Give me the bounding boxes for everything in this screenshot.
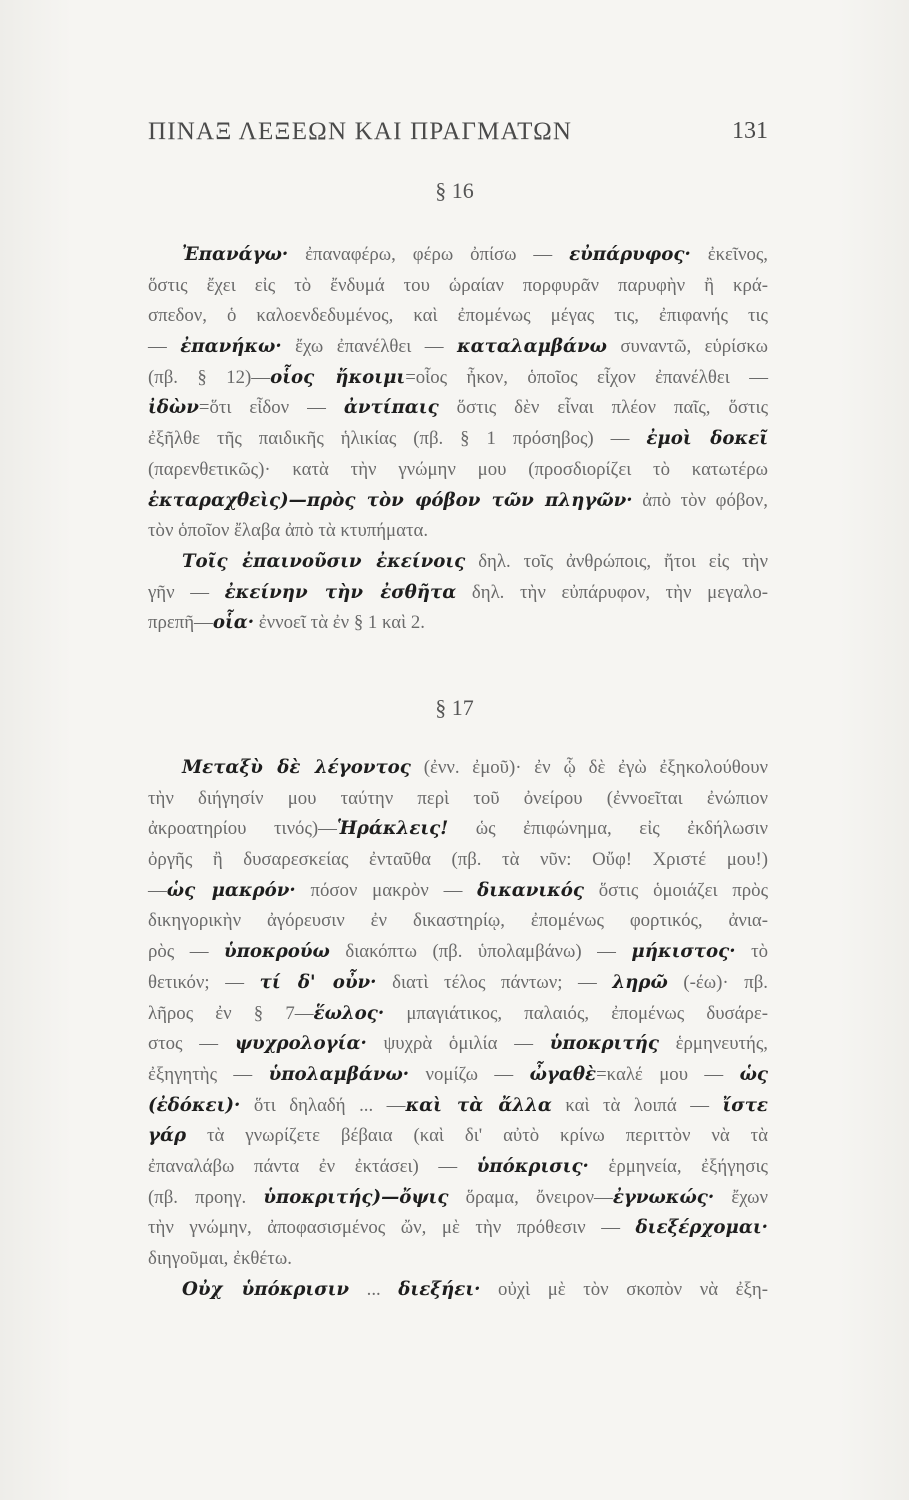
text-line — [148, 1213, 768, 1244]
gloss-text: σπεδον, ὁ καλοενδεδυμένος, καὶ ἐπομένως μέγας τις, ἐπιφανής τις — [148, 305, 768, 327]
text-line — [148, 784, 768, 815]
gloss-text: ἀκροατηρίου τινός)— — [148, 818, 337, 840]
gloss-text: ὅστις ὁμοιάζει πρὸς — [583, 879, 769, 901]
gloss-text: =ὅτι εἶδον — — [198, 397, 344, 419]
gloss-text: ἔχων — [714, 1186, 768, 1208]
headword: οἷα· — [212, 612, 255, 634]
headword: οἷος ἤκοιμι — [270, 366, 406, 388]
gloss-text: ἔχω ἐπανέλθει — — [281, 336, 457, 358]
gloss-text: τὰ γνωρίζετε βέβαια (καὶ δι' αὐτὸ κρίνω περιττὸν νὰ τὰ — [186, 1125, 768, 1147]
text-line — [148, 999, 768, 1030]
gloss-text: δικηγορικὴν ἀγόρευσιν ἐν δικαστηρίῳ, ἐπομένως φορτικός, ἀνια- — [148, 910, 768, 932]
gloss-text: ὅστις ἔχει εἰς τὸ ἔνδυμά του ὡραίαν πορφυρᾶν παρυφὴν ἢ κρά- — [148, 274, 768, 296]
gloss-text: πόσον μακρὸν — — [295, 879, 478, 901]
headword: δικανικός — [477, 879, 584, 901]
headword: ὦγαθὲ — [529, 1063, 597, 1085]
gloss-text: (-έω)· πβ. — [667, 971, 769, 993]
gloss-text: ἐξῆλθε τῆς παιδικῆς ἡλικίας (πβ. § 1 πρόσηβος) — — [148, 428, 647, 450]
text-line — [148, 968, 768, 999]
gloss-text: στος — — [148, 1033, 235, 1055]
headword: Μεταξὺ δὲ λέγοντος — [182, 757, 411, 778]
text-line — [148, 1244, 768, 1275]
text-line — [148, 1152, 768, 1183]
gloss-text: ἐκεῖνος, — [690, 244, 768, 265]
headword: Ἐπανάγω· — [182, 244, 289, 265]
headword: Οὐχ ὑπόκρισιν — [182, 1278, 350, 1300]
gloss-text: ἑρμηνεία, ἐξήγησις — [588, 1155, 768, 1177]
text-line — [148, 753, 768, 784]
text-line — [148, 1183, 768, 1214]
gloss-text: συναντῶ, εὑρίσκω — [606, 336, 768, 358]
gloss-text: (πβ. § 12)— — [148, 366, 271, 388]
gloss-text: τὴν διήγησίν μου ταύτην περὶ τοῦ ὀνείρου (ἐννοεῖται ἐνώπιον — [148, 787, 768, 809]
gloss-text: — — [148, 336, 181, 358]
text-line — [148, 455, 768, 486]
text-line — [148, 301, 768, 332]
page-title: ΠΙΝΑΞ ΛΕΞΕΩΝ ΚΑΙ ΠΡΑΓΜΑΤΩΝ — [148, 118, 573, 145]
gloss-text: (ἐνν. ἐμοῦ)· ἐν ᾧ δὲ ἐγὼ ἐξηκολούθουν — [410, 757, 768, 778]
gloss-text: νομίζω — — [409, 1063, 530, 1085]
gloss-text: πρεπῆ— — [148, 612, 213, 634]
text-line — [148, 547, 768, 578]
gloss-text: — — [148, 879, 167, 901]
gloss-text: =οἷος ἦκον, ὁποῖος εἶχον ἐπανέλθει — — [405, 366, 769, 388]
gloss-text: τὴν γνώμην, ἀποφασισμένος ὤν, μὲ τὴν πρόθεσιν — — [148, 1217, 636, 1239]
headword: μήκιστος· — [631, 941, 736, 963]
headword: γάρ — [148, 1125, 187, 1147]
gloss-text: καὶ τὰ λοιπά — — [551, 1094, 723, 1116]
gloss-text: τὸν ὁποῖον ἔλαβα ἀπὸ τὰ κτυπήματα. — [148, 520, 429, 542]
gloss-text: δηλ. τοῖς ἀνθρώποις, ἤτοι εἰς τὴν — [465, 550, 768, 572]
text-line — [148, 578, 768, 609]
headword: ὑποκρούω — [224, 941, 330, 963]
headword: ὑποκριτής)—ὄψις — [263, 1186, 449, 1208]
text-line — [148, 814, 768, 845]
gloss-text: δηλ. τὴν εὐπάρυφον, τὴν μεγαλο- — [456, 581, 768, 603]
text-line — [148, 424, 768, 455]
gloss-text: ἐπαναφέρω, φέρω ὀπίσω — — [288, 244, 570, 265]
running-header — [148, 118, 768, 154]
section-heading-17: § 17 — [435, 695, 474, 720]
gloss-text: (παρενθετικῶς)· κατὰ τὴν γνώμην μου (προσδιορίζει τὸ κατωτέρω — [148, 458, 768, 480]
gloss-text: ἐπαναλάβω πάντα ἐν ἐκτάσει) — — [148, 1155, 477, 1177]
gloss-text: μπαγιάτικος, παλαιός, ἐπομένως δυσάρε- — [384, 1002, 768, 1024]
text-line — [148, 240, 768, 271]
headword: ἕωλος· — [313, 1002, 385, 1024]
gloss-text: θετικόν; — — [148, 971, 260, 993]
gloss-text: =καλέ μου — — [596, 1063, 740, 1085]
text-line — [148, 937, 768, 968]
text-line — [148, 876, 768, 907]
gloss-text: διηγοῦμαι, ἐκθέτω. — [148, 1248, 292, 1269]
headword: ψυχρολογία· — [234, 1033, 367, 1055]
headword: ἐμοὶ δοκεῖ — [646, 428, 768, 450]
gloss-text: γῆν — — [148, 581, 225, 603]
text-line — [148, 1029, 768, 1060]
text-line — [148, 845, 768, 876]
text-line — [148, 1060, 768, 1091]
section-16-body — [148, 240, 768, 639]
headword: ἐκταραχθεὶς)—πρὸς τὸν φόβον τῶν πληγῶν· — [148, 489, 633, 511]
gloss-text: ὡς ἐπιφώνημα, εἰς ἐκδήλωσιν — [448, 818, 769, 840]
text-line — [148, 393, 768, 424]
text-line — [148, 486, 768, 517]
gloss-text: ἑρμηνευτής, — [658, 1033, 768, 1055]
gloss-text: ψυχρὰ ὁμιλία — — [366, 1033, 550, 1055]
headword: ὑπολαμβάνω· — [268, 1063, 410, 1085]
text-line — [148, 332, 768, 363]
headword: διεξήει· — [398, 1278, 481, 1300]
gloss-text: ὀργῆς ἢ δυσαρεσκείας ἐνταῦθα (πβ. τὰ νῦν: Οὔφ! Χριστέ μου!) — [148, 849, 768, 871]
text-line — [148, 1121, 768, 1152]
headword: καταλαμβάνω — [456, 336, 607, 358]
headword: ὡς — [739, 1063, 768, 1085]
headword: ἐγνωκώς· — [612, 1186, 715, 1208]
headword: εὐπάρυφος· — [569, 244, 691, 265]
text-line — [148, 608, 768, 639]
headword: ἰδὼν — [148, 397, 199, 419]
gloss-text: διατὶ τέλος πάντων; — — [376, 971, 613, 993]
gloss-text: οὐχὶ μὲ τὸν σκοπὸν νὰ ἐξη- — [480, 1278, 768, 1300]
headword: Ἡράκλεις! — [336, 818, 449, 840]
headword: καὶ τὰ ἄλλα — [405, 1094, 552, 1116]
headword: ὑπόκρισις· — [476, 1155, 589, 1177]
text-line — [148, 271, 768, 302]
headword: ὡς μακρόν· — [166, 879, 296, 901]
headword: τί δ' οὖν· — [259, 971, 377, 993]
gloss-text: ἐννοεῖ τὰ ἐν § 1 καὶ 2. — [254, 612, 425, 634]
headword: ληρῶ — [612, 971, 668, 993]
gloss-text: ὅτι δηλαδή ... — — [240, 1094, 406, 1116]
headword: ἴστε — [722, 1094, 768, 1116]
gloss-text: διακόπτω (πβ. ὑπολαμβάνω) — — [329, 941, 632, 963]
text-line — [148, 906, 768, 937]
gloss-text: λῆρος ἐν § 7— — [148, 1002, 314, 1024]
headword: ἀντίπαις — [343, 397, 439, 419]
section-17-body — [148, 753, 768, 1305]
gloss-text: ρὸς — — [148, 941, 224, 963]
gloss-text: τὸ — [735, 941, 769, 963]
headword: ὑποκριτής — [549, 1033, 659, 1055]
headword: Τοῖς ἐπαινοῦσιν ἐκείνοις — [182, 550, 466, 572]
gloss-text: ὅστις δὲν εἶναι πλέον παῖς, ὅστις — [438, 397, 769, 419]
text-line — [148, 1091, 768, 1122]
text-line — [148, 363, 768, 394]
headword: διεξέρχομαι· — [635, 1217, 768, 1239]
text-line — [148, 1275, 768, 1306]
gloss-text: ἐξηγητὴς — — [148, 1063, 269, 1085]
gloss-text: ὅραμα, ὄνειρον— — [448, 1186, 613, 1208]
gloss-text: (πβ. προηγ. — [148, 1186, 264, 1208]
headword: ἐκείνην τὴν ἐσθῆτα — [224, 581, 457, 603]
page-number: 131 — [732, 118, 768, 144]
headword: (ἐδόκει)· — [148, 1094, 241, 1116]
gloss-text: ἀπὸ τὸν φόβον, — [632, 489, 768, 511]
gloss-text: ... — [349, 1278, 399, 1300]
headword: ἐπανήκω· — [180, 336, 282, 358]
text-line — [148, 516, 768, 547]
section-heading-16: § 16 — [435, 178, 474, 203]
